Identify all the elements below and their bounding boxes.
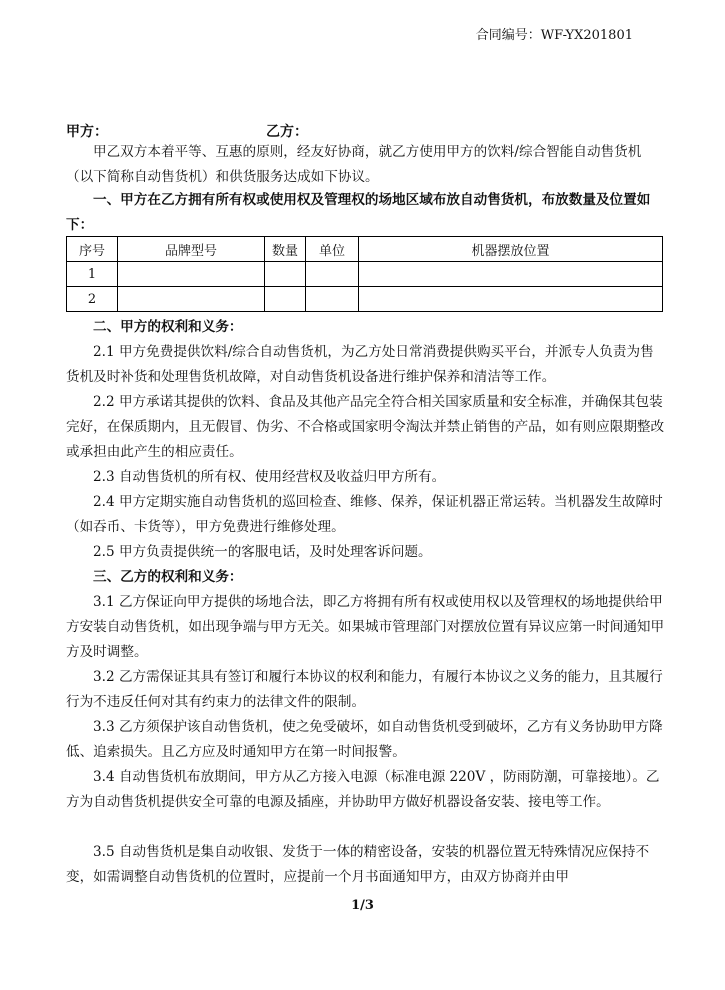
clause-3-5: 3.5 自动售货机是集自动收银、发货于一体的精密设备，安装的机器位置无特殊情况应保持不变，如需调整自动售货机的位置时，应提前一个月书面通知甲方，由双方协商并由甲 bbox=[66, 844, 650, 885]
section-2-title: 二、甲方的权利和义务： bbox=[93, 319, 243, 335]
clause-3-2: 3.2 乙方需保证其具有签订和履行本协议的权利和能力，有履行本协议之义务的能力，且其履行行为不违反任何对其有约束力的法律文件的限制。 bbox=[66, 669, 663, 710]
table-cell bbox=[359, 287, 663, 312]
clause-2-4: 2.4 甲方定期实施自动售货机的巡回检查、维修、保养，保证机器正常运转。当机器发生故障时（如吞币、卡货等），甲方免费进行维修处理。 bbox=[66, 494, 663, 535]
table-header: 序号 bbox=[67, 237, 118, 262]
table-cell bbox=[265, 262, 306, 287]
table-header-row bbox=[67, 237, 663, 262]
table-cell bbox=[265, 287, 306, 312]
table-row bbox=[67, 262, 663, 287]
clause-2-1: 2.1 甲方免费提供饮料/综合自动售货机，为乙方处日常消费提供购买平台，并派专人负责为售货机及时补货和处理售货机故障，对自动售货机设备进行维护保养和清洁等工作。 bbox=[66, 344, 654, 385]
table-cell bbox=[306, 262, 359, 287]
table-cell bbox=[306, 287, 359, 312]
party-a-label: 甲方： bbox=[66, 124, 108, 140]
placement-table bbox=[66, 236, 663, 312]
table-cell: 1 bbox=[67, 262, 118, 287]
table-cell bbox=[359, 262, 663, 287]
table-row bbox=[67, 287, 663, 312]
clause-2-2: 2.2 甲方承诺其提供的饮料、食品及其他产品完全符合相关国家质量和安全标准，并确保其包装完好，在保质期内，且无假冒、伪劣、不合格或国家明令淘汰并禁止销售的产品，如有则应限期整改或承担由此产生的相应责任。 bbox=[66, 394, 665, 460]
clause-2-5: 2.5 甲方负责提供统一的客服电话，及时处理客诉问题。 bbox=[93, 544, 432, 560]
table-cell bbox=[118, 262, 265, 287]
table-header: 品牌型号 bbox=[118, 237, 265, 262]
intro-paragraph: 甲乙双方本着平等、互惠的原则，经友好协商，就乙方使用甲方的饮料/综合智能自动售货机（以下简称自动售货机）和供货服务达成如下协议。 bbox=[66, 144, 642, 185]
party-b-label: 乙方： bbox=[266, 124, 308, 140]
contract-number: 合同编号：WF-YX201801 bbox=[475, 28, 633, 43]
clause-2-3: 2.3 自动售货机的所有权、使用经营权及收益归甲方所有。 bbox=[93, 469, 446, 485]
section-3-title: 三、乙方的权利和义务： bbox=[93, 569, 243, 585]
clause-3-4: 3.4 自动售货机布放期间，甲方从乙方接入电源（标准电源 220V ，防雨防潮，可靠接地）。乙方为自动售货机提供安全可靠的电源及插座，并协助甲方做好机器设备安装、接电等工作。 bbox=[66, 769, 660, 810]
table-cell bbox=[118, 287, 265, 312]
clause-3-1: 3.1 乙方保证向甲方提供的场地合法，即乙方将拥有所有权或使用权以及管理权的场地提供给甲方安装自动售货机，如出现争端与甲方无关。如果城市管理部门对摆放位置有异议应第一时间通知甲方及时调整。 bbox=[66, 594, 665, 660]
page-number: 1/3 bbox=[351, 898, 374, 913]
section-1-title: 一、甲方在乙方拥有所有权或使用权及管理权的场地区域布放自动售货机，布放数量及位置如下： bbox=[66, 192, 651, 233]
clause-3-3: 3.3 乙方须保护该自动售货机，使之免受破坏，如自动售货机受到破坏，乙方有义务协助甲方降低、追索损失。且乙方应及时通知甲方在第一时间报警。 bbox=[66, 719, 663, 760]
table-header: 数量 bbox=[265, 237, 306, 262]
table-header: 机器摆放位置 bbox=[359, 237, 663, 262]
table-cell: 2 bbox=[67, 287, 118, 312]
table-header: 单位 bbox=[306, 237, 359, 262]
